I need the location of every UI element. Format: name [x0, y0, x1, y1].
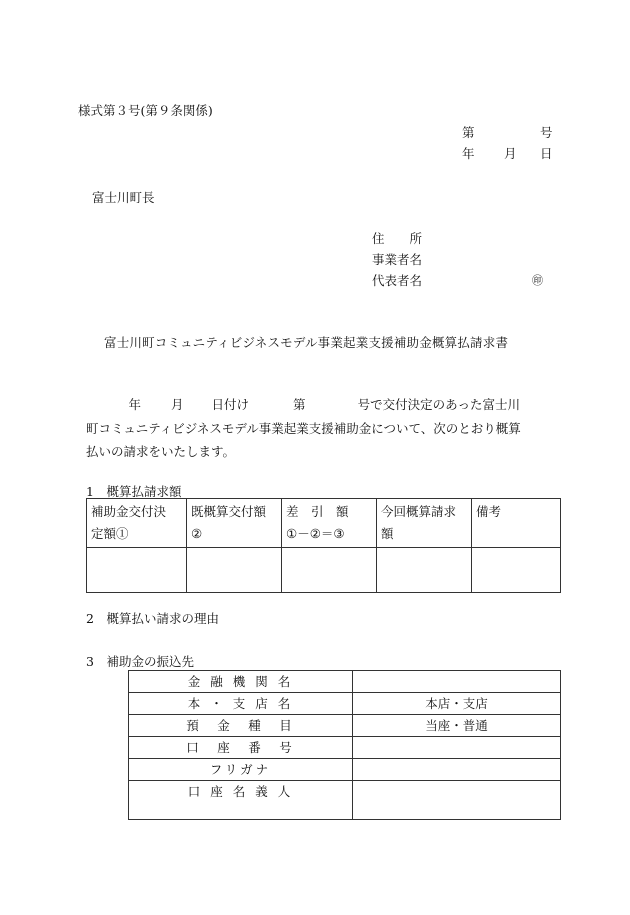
cell-grant-decided[interactable] [87, 548, 187, 593]
body-line-2: 町コミュニティビジネスモデル事業起業支援補助金について、次のとおり概算 [86, 420, 521, 436]
section2-title: 2 概算払い請求の理由 [86, 611, 219, 626]
doc-number-dai: 第 [462, 125, 475, 140]
branch-label: 本 ・ 支 店 名 [129, 693, 353, 715]
claim-amount-table [86, 498, 561, 593]
date-month: 月 [504, 146, 517, 161]
bank-account-table [128, 670, 561, 820]
cell-remarks[interactable] [472, 548, 561, 593]
col-header-remarks: 備考 [472, 499, 561, 548]
representative-label: 代表者名 [372, 273, 423, 288]
document-title: 富士川町コミュニティビジネスモデル事業起業支援補助金概算払請求書 [104, 335, 509, 350]
bank-name-value[interactable] [353, 671, 561, 693]
addressee: 富士川町長 [92, 190, 155, 205]
account-holder-label: 口 座 名 義 人 [129, 781, 353, 820]
seal-mark: ㊞ [532, 274, 543, 287]
account-number-label: 口 座 番 号 [129, 737, 353, 759]
account-type-value[interactable]: 当座・普通 [353, 715, 561, 737]
date-year: 年 [462, 146, 475, 161]
address-label: 住 所 [372, 231, 423, 246]
branch-value[interactable]: 本店・支店 [353, 693, 561, 715]
account-number-value[interactable] [353, 737, 561, 759]
business-name-label: 事業者名 [372, 252, 423, 267]
section1-title: 1 概算払請求額 [86, 484, 182, 499]
col-header-current-request: 今回概算請求 額 [377, 499, 472, 548]
cell-difference[interactable] [282, 548, 377, 593]
cell-already-paid[interactable] [187, 548, 282, 593]
cell-current-request[interactable] [377, 548, 472, 593]
section3-title: 3 補助金の振込先 [86, 654, 194, 669]
body-paragraph [86, 393, 560, 464]
body-line-3: 払いの請求をいたします。 [86, 444, 236, 459]
doc-number-go: 号 [540, 125, 553, 140]
furigana-value[interactable] [353, 759, 561, 781]
account-holder-value[interactable] [353, 781, 561, 820]
body-line-1: 年 月 日付け 第 号で交付決定のあった富士川 [128, 397, 520, 412]
col-header-already-paid: 既概算交付額 ② [187, 499, 282, 548]
form-number: 様式第３号(第９条関係) [78, 103, 213, 118]
account-type-label: 預 金 種 目 [129, 715, 353, 737]
date-day: 日 [540, 146, 553, 161]
furigana-label: フリガナ [129, 759, 353, 781]
col-header-grant-decided: 補助金交付決 定額① [87, 499, 187, 548]
bank-name-label: 金 融 機 関 名 [129, 671, 353, 693]
col-header-difference: 差 引 額 ①－②＝③ [282, 499, 377, 548]
